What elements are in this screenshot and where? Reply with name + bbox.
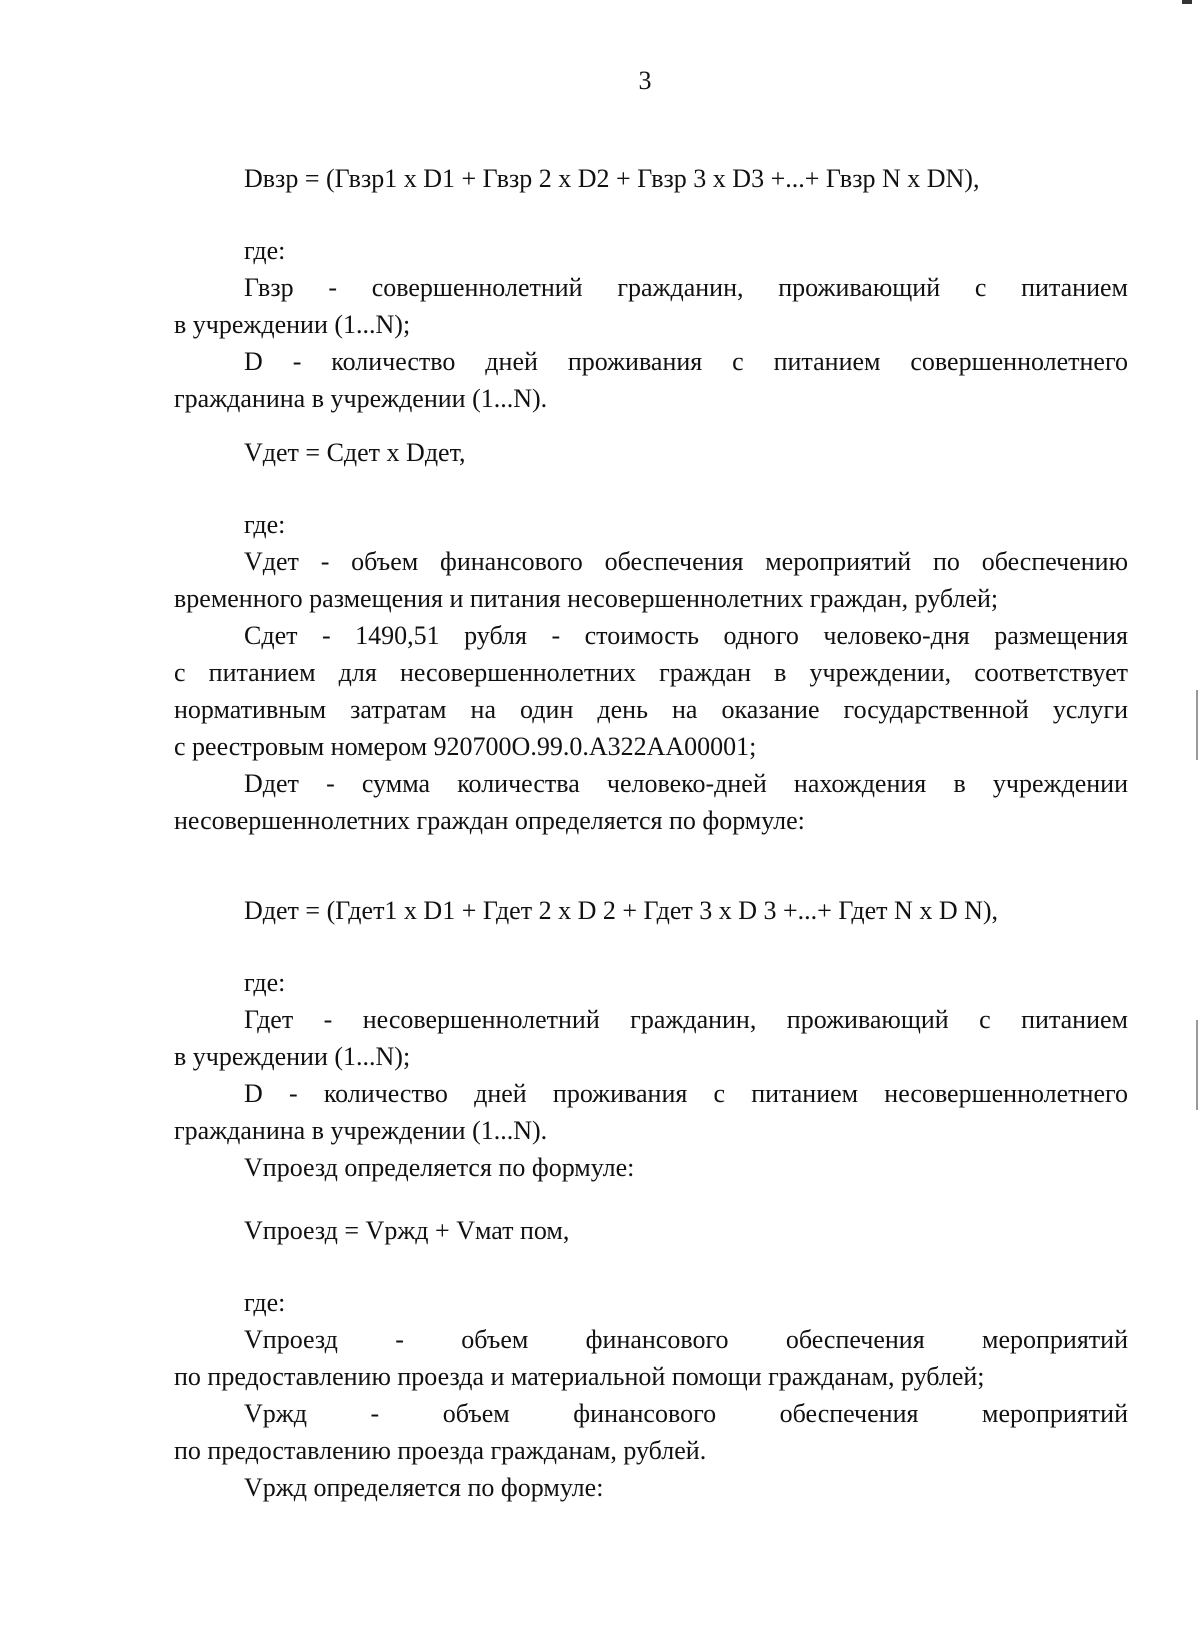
scan-edge-mark [1196,690,1198,760]
page-number: 3 [638,66,652,95]
paragraph-line: нормативным затратам на один день на оказание государственной услуги [174,695,1128,724]
formula-ddet-block [174,892,1128,929]
paragraph-line: Гдет - несовершеннолетний гражданин, проживающий с питанием [244,1005,1128,1034]
where-label: где: [244,510,286,539]
paragraph-line: по предоставлению проезда и материальной помощи гражданам, рублей; [174,1362,985,1391]
formula-vproezd-block [174,1212,1128,1249]
paragraph-line: Гвзр - совершеннолетний гражданин, проживающий с питанием [244,273,1128,302]
paragraph-line: гражданина в учреждении (1...N). [174,384,548,413]
definitions-block-3 [174,964,1128,1186]
definitions-block-1 [174,232,1128,417]
paragraph-line: D - количество дней проживания с питанием несовершеннолетнего [244,1079,1128,1108]
paragraph-line: Vпроезд - объем финансового обеспечения мероприятий [244,1325,1128,1354]
where-label: где: [244,236,286,265]
scan-edge-mark [1196,1020,1198,1110]
paragraph-line: Dдет - сумма количества человеко-дней нахождения в учреждении [244,769,1128,798]
where-label: где: [244,1288,286,1317]
formula-dvzr-block [174,160,1128,197]
paragraph-line: в учреждении (1...N); [174,1042,411,1071]
paragraph-line: с реестровым номером 920700О.99.0.А322АА00001; [174,732,757,761]
definitions-block-4 [174,1284,1128,1506]
paragraph-line: гражданина в учреждении (1...N). [174,1116,548,1145]
paragraph-line: Vпроезд определяется по формуле: [244,1153,635,1182]
paragraph-line: с питанием для несовершеннолетних граждан в учреждении, соответствует [174,658,1128,687]
paragraph-line: несовершеннолетних граждан определяется по формуле: [174,806,805,835]
definitions-block-2 [174,506,1128,839]
paragraph-line: Сдет - 1490,51 рубля - стоимость одного человеко-дня размещения [244,621,1128,650]
formula-vproezd: Vпроезд = Vржд + Vмат пом, [244,1216,570,1245]
paragraph-line: по предоставлению проезда гражданам, рублей. [174,1436,707,1465]
paragraph-line: временного размещения и питания несовершеннолетних граждан, рублей; [174,584,999,613]
where-label: где: [244,968,286,997]
paragraph-line: Vдет - объем финансового обеспечения мероприятий по обеспечению [244,547,1128,576]
paragraph-line: в учреждении (1...N); [174,310,411,339]
formula-dvzr: Dвзр = (Гвзр1 х D1 + Гвзр 2 х D2 + Гвзр 3 х D3 +...+ Гвзр N х DN), [244,164,980,193]
formula-vdet: Vдет = Сдет х Dдет, [244,438,466,467]
paragraph-line: D - количество дней проживания с питанием совершеннолетнего [244,347,1128,376]
scan-edge-mark-top [1182,0,1192,4]
formula-vdet-block [174,434,1128,471]
paragraph-line: Vржд определяется по формуле: [244,1473,604,1502]
paragraph-line: Vржд - объем финансового обеспечения мероприятий [244,1399,1128,1428]
formula-ddet: Dдет = (Гдет1 х D1 + Гдет 2 х D 2 + Гдет 3 х D 3 +...+ Гдет N х D N), [244,896,999,925]
